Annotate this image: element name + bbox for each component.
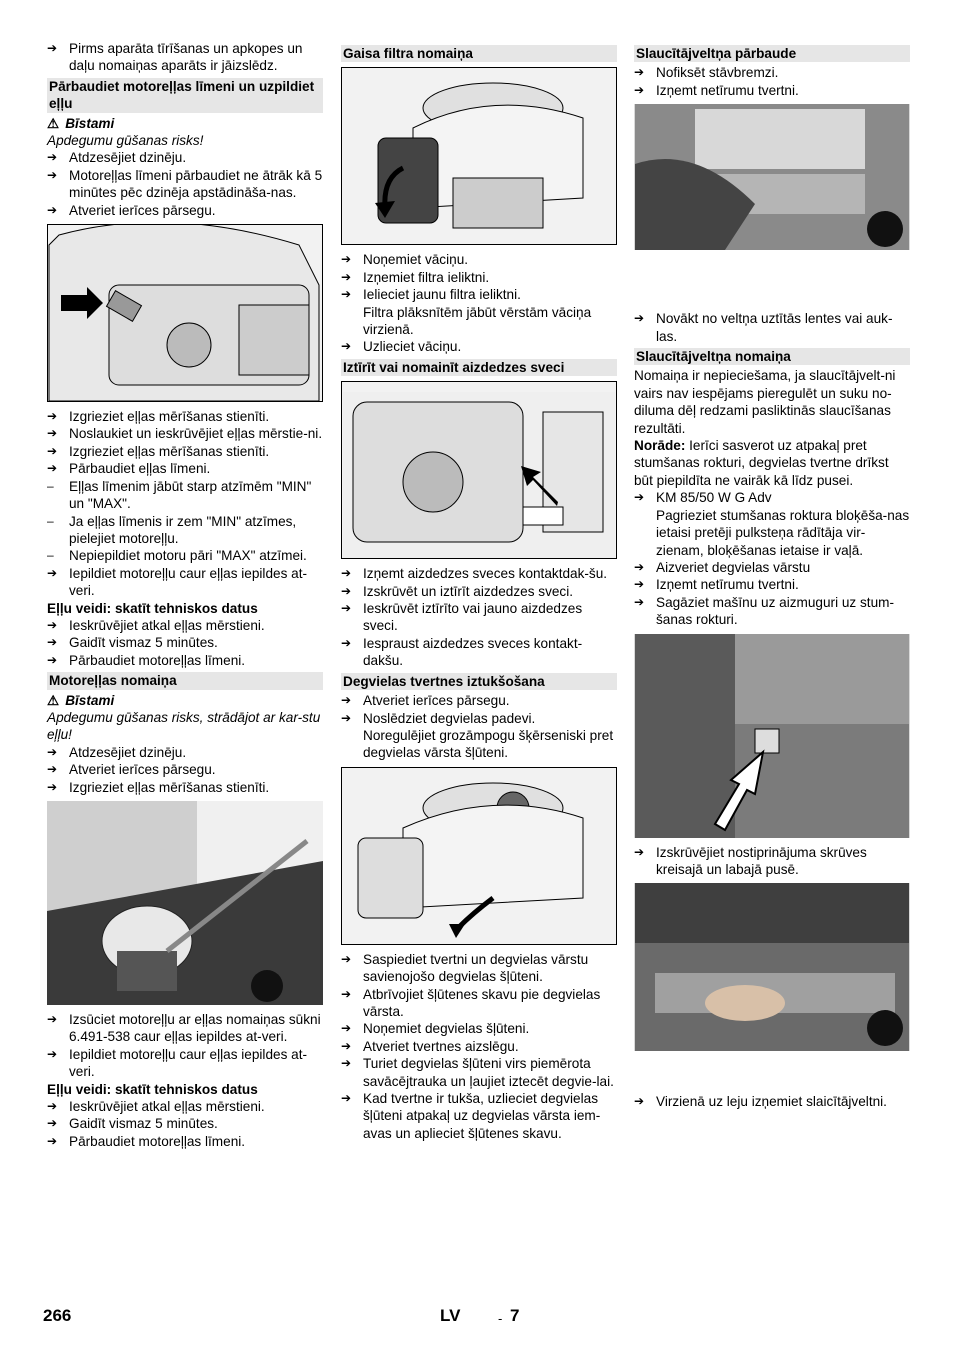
arrow-icon: ➔ — [47, 652, 58, 667]
arrow-icon: ➔ — [47, 461, 58, 476]
step-item: ➔ Izgrieziet eļļas mērīšanas stienīti. — [47, 409, 270, 425]
warning-label: ⚠ Bīstami — [47, 115, 115, 131]
arrow-icon: ➔ — [47, 426, 58, 441]
arrow-icon: ➔ — [47, 617, 58, 632]
arrow-icon: ➔ — [341, 1021, 352, 1036]
arrow-icon: ➔ — [341, 252, 352, 267]
warning-label: ⚠ Bīstami — [47, 692, 115, 708]
step-item: ➔ Ielieciet jaunu filtra ieliktni. — [341, 287, 521, 303]
step-item: ➔ Iespraust aizdedzes sveces kontakt-dakšu. — [341, 635, 583, 669]
air-filter-illustration — [342, 68, 616, 244]
photo-roller-check — [634, 104, 910, 250]
oil-types-note: Eļļu veidi: skatīt tehniskos datus — [47, 600, 258, 616]
step-item: ➔ Noslaukiet un ieskrūvējiet eļļas mērstie-ni. — [47, 426, 323, 442]
arrow-icon: ➔ — [47, 1012, 58, 1026]
dash-item: – Eļļas līmenim jābūt starp atzīmēm "MIN" un "MAX". — [47, 478, 312, 512]
arrow-icon: ➔ — [634, 559, 645, 574]
warning-text: Apdegumu gūšanas risks! — [47, 133, 204, 149]
section-title-oil-change: Motoreļļas nomaiņa — [47, 672, 323, 689]
step-item: ➔ Izsūciet motoreļļu ar eļļas nomaiņas sūkni 6.491-538 caur eļļas iepildes at-veri. — [47, 1012, 321, 1045]
arrow-icon: ➔ — [341, 1090, 352, 1105]
arrow-icon: ➔ — [634, 1094, 645, 1109]
step-note: Pagrieziet stumšanas roktura bloķēša-nas ietaisi pretēji pulksteņa rādītāja vir-zienam, bloķēšanas ietaise ir vaļā. — [656, 507, 910, 558]
arrow-icon: ➔ — [341, 1056, 352, 1071]
arrow-icon: ➔ — [341, 635, 352, 650]
step-item: ➔ Izskrūvējiet nostiprinājuma skrūves kreisajā un labajā pusē. — [634, 844, 867, 877]
fuel-hose-illustration — [342, 768, 616, 944]
arrow-icon: ➔ — [47, 1133, 58, 1148]
step-item: ➔ Motoreļļas līmeni pārbaudiet ne ātrāk kā 5 minūtes pēc dzinēja apstādināša-nas. — [47, 167, 323, 201]
step-item: ➔ Iepildiet motoreļļu caur eļļas iepildes at-veri. — [47, 565, 308, 599]
step-item: ➔ Atveriet tvertnes aizslēgu. — [341, 1038, 519, 1054]
arrow-icon: ➔ — [47, 744, 58, 759]
step-item: ➔ Pirms aparāta tīrīšanas un apkopes un daļu nomaiņas aparāts ir jāizslēdz. — [47, 41, 303, 74]
step-item: ➔ Noslēdziet degvielas padevi. — [341, 710, 536, 726]
dash-item: – Ja eļļas līmenis ir zem "MIN" atzīmes, pielejiet motoreļļu. — [47, 513, 297, 546]
photo-roller-screws — [634, 634, 910, 838]
step-item: ➔ Izņemt netīrumu tvertni. — [634, 577, 799, 593]
step-item: ➔ Virzienā uz leju izņemiet slaicītājveltni. — [634, 1094, 887, 1110]
step-item: ➔ Izgrieziet eļļas mērīšanas stienīti. — [47, 779, 270, 795]
figure-dipstick — [47, 224, 323, 402]
arrow-icon: ➔ — [341, 583, 352, 598]
step-item: ➔ Nofiksēt stāvbremzi. — [634, 65, 779, 81]
step-item: ➔ Sagāziet mašīnu uz aizmuguri uz stum-šanas rokturi. — [634, 594, 894, 628]
section-title-roller-check: Slaucītājveltņa pārbaude — [634, 45, 910, 62]
step-item: ➔ Pārbaudiet motoreļļas līmeni. — [47, 652, 246, 668]
arrow-icon: ➔ — [341, 287, 352, 302]
step-item: ➔ Atveriet ierīces pārsegu. — [341, 693, 510, 709]
step-item: ➔ Atveriet ierīces pārsegu. — [47, 762, 216, 778]
roller-screws-photo — [634, 634, 910, 838]
photo-oil-pump — [47, 801, 323, 1005]
section-title-oil-level: Pārbaudiet motoreļļas līmeni un uzpildiet eļļu — [47, 78, 323, 113]
step-item: ➔ Noņemiet degvielas šļūteni. — [341, 1021, 530, 1037]
footer-dash: - — [498, 1311, 503, 1326]
arrow-icon: ➔ — [47, 762, 58, 777]
step-item: ➔ Gaidīt vismaz 5 minūtes. — [47, 635, 218, 651]
section-title-roller-replace: Slaucītājveltņa nomaiņa — [634, 348, 910, 365]
step-item: ➔ Izgrieziet eļļas mērīšanas stienīti. — [47, 443, 270, 459]
arrow-icon: ➔ — [341, 986, 352, 1001]
dash-item: – Nepiepildiet motoru pāri "MAX" atzīmei. — [47, 548, 307, 564]
step-item: ➔ Atbrīvojiet šļūtenes skavu pie degvielas vārsta. — [341, 986, 601, 1019]
step-item: ➔ Izņemt netīrumu tvertni. — [634, 82, 799, 98]
section-title-spark-plug: Iztīrīt vai nomainīt aizdedzes sveci — [341, 359, 617, 376]
photo-roller-removal — [634, 883, 910, 1051]
step-note: Filtra plāksnītēm jābūt vērstām vāciņa virzienā. — [363, 304, 592, 338]
arrow-icon: ➔ — [634, 577, 645, 592]
section-title-air-filter: Gaisa filtra nomaiņa — [341, 45, 617, 62]
step-item: ➔ Izņemiet filtra ieliktni. — [341, 269, 490, 285]
warning-text: Apdegumu gūšanas risks, strādājot ar kar-stu eļļu! — [47, 709, 321, 743]
arrow-icon: ➔ — [47, 1046, 58, 1061]
arrow-icon: ➔ — [47, 779, 58, 794]
step-item: ➔ Atveriet ierīces pārsegu. — [47, 202, 216, 218]
arrow-icon: ➔ — [341, 601, 352, 616]
arrow-icon: ➔ — [341, 951, 352, 966]
step-item: ➔ Atdzesējiet dzinēju. — [47, 150, 187, 166]
note-paragraph: Norāde: Ierīci sasverot uz atpakaļ pret stumšanas rokturi, degvielas tvertne drīkst būt piepildīta ne vairāk kā līdz pusei. — [634, 438, 889, 488]
step-item: ➔ Ieskrūvējiet atkal eļļas mērstieni. — [47, 617, 265, 633]
arrow-icon: ➔ — [47, 167, 58, 182]
pointer-arrow-icon — [449, 924, 465, 938]
step-item: ➔ Turiet degvielas šļūteni virs piemērota savācējtrauka un ļaujiet iztecēt degvie-lai. — [341, 1056, 614, 1089]
arrow-icon: ➔ — [47, 635, 58, 650]
arrow-icon: ➔ — [634, 844, 645, 859]
arrow-icon: ➔ — [341, 269, 352, 284]
sub-page-number: 7 — [510, 1306, 520, 1325]
step-item: ➔ Novākt no veltņa uztītās lentes vai auk-las. — [634, 311, 893, 344]
step-item: ➔ Izņemt aizdedzes sveces kontaktdak-šu. — [341, 566, 608, 582]
step-note: Noregulējiet grozāmpogu šķērseniski pret degvielas vārsta šļūteni. — [363, 727, 614, 761]
arrow-icon: ➔ — [634, 490, 645, 505]
arrow-icon: ➔ — [47, 202, 58, 217]
arrow-icon: ➔ — [47, 443, 58, 458]
step-item: ➔ Pārbaudiet eļļas līmeni. — [47, 461, 211, 477]
step-item: ➔ Ieskrūvējiet atkal eļļas mērstieni. — [47, 1099, 265, 1115]
column-2 — [341, 40, 617, 1142]
arrow-icon: ➔ — [47, 1099, 58, 1114]
arrow-icon: ➔ — [634, 65, 645, 80]
column-3 — [634, 40, 910, 1111]
arrow-icon: ➔ — [634, 82, 645, 97]
step-item: ➔ Izskrūvēt un iztīrīt aizdedzes sveci. — [341, 583, 574, 599]
step-item: ➔ Kad tvertne ir tukša, uzlieciet degvielas šļūteni atpakaļ uz degvielas vārsta iem-avas un aplieciet šļūtenes skavu. — [341, 1090, 601, 1141]
paragraph: Nomaiņa ir nepieciešama, ja slaucītājvelt-ni vairs nav iespējams pieregulēt un suku no-diluma dēļ redzami pasliktinās slaucīšanas rezultāti. — [634, 368, 896, 436]
step-item: ➔ Atdzesējiet dzinēju. — [47, 744, 187, 760]
step-item: ➔ Ieskrūvēt iztīrīto vai jauno aizdedzes sveci. — [341, 601, 583, 634]
warning-icon: ⚠ — [47, 115, 60, 131]
arrow-icon: ➔ — [341, 1038, 352, 1053]
column-1 — [47, 40, 323, 1150]
arrow-icon: ➔ — [47, 150, 58, 165]
arrow-icon: ➔ — [341, 339, 352, 354]
step-item: ➔ Saspiediet tvertni un degvielas vārstu savienojošo degvielas šļūteni. — [341, 951, 589, 985]
step-item: ➔ KM 85/50 W G Adv — [634, 490, 772, 506]
step-item: ➔ Iepildiet motoreļļu caur eļļas iepildes at-veri. — [47, 1046, 308, 1080]
oil-types-note: Eļļu veidi: skatīt tehniskos datus — [47, 1081, 258, 1097]
page-number: 266 — [43, 1306, 72, 1325]
step-item: ➔ Gaidīt vismaz 5 minūtes. — [47, 1116, 218, 1132]
arrow-icon: ➔ — [47, 41, 58, 55]
arrow-icon: ➔ — [47, 1116, 58, 1131]
arrow-icon: ➔ — [634, 594, 645, 609]
arrow-icon: ➔ — [341, 693, 352, 708]
arrow-icon: ➔ — [341, 566, 352, 581]
roller-check-photo — [634, 104, 910, 250]
language-code: LV — [440, 1306, 461, 1325]
arrow-icon: ➔ — [47, 565, 58, 580]
arrow-icon: ➔ — [634, 311, 645, 326]
step-item: ➔ Pārbaudiet motoreļļas līmeni. — [47, 1133, 246, 1149]
section-title-fuel-tank: Degvielas tvertnes iztukšošana — [341, 673, 617, 690]
roller-removal-photo — [634, 883, 910, 1051]
arrow-icon: ➔ — [47, 409, 58, 424]
step-item: ➔ Uzlieciet vāciņu. — [341, 339, 462, 355]
oil-pump-photo — [47, 801, 323, 1005]
warning-icon: ⚠ — [47, 692, 60, 708]
figure-spark-plug — [341, 381, 617, 559]
figure-air-filter — [341, 67, 617, 245]
figure-fuel-hose — [341, 767, 617, 945]
spark-plug-illustration — [342, 382, 616, 558]
arrow-icon: ➔ — [341, 710, 352, 725]
engine-dipstick-illustration — [48, 225, 322, 401]
step-item: ➔ Noņemiet vāciņu. — [341, 252, 469, 268]
step-item: ➔ Aizveriet degvielas vārstu — [634, 559, 811, 575]
